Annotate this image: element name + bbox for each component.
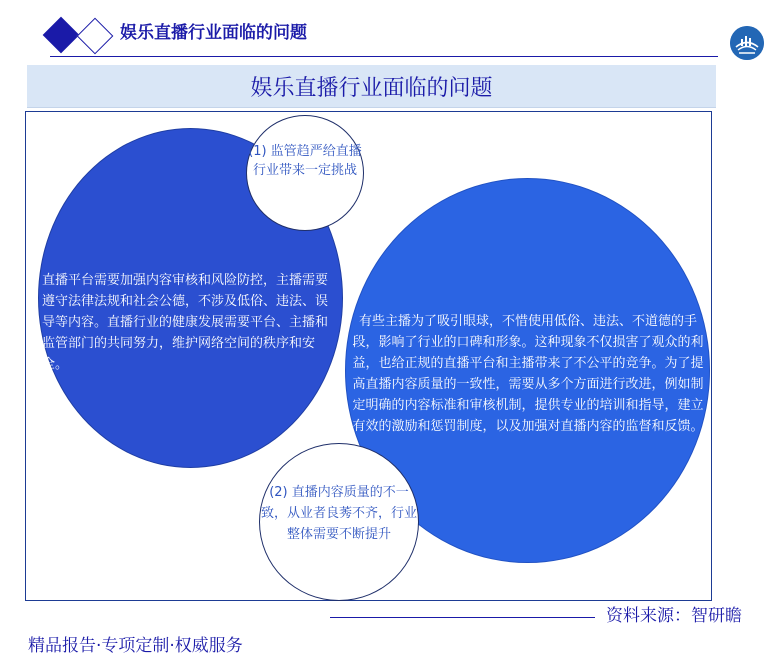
footer-tagline: 精品报告·专项定制·权威服务: [28, 636, 243, 656]
source-text: 资料来源：智研瞻: [606, 606, 742, 626]
header-divider: [50, 56, 718, 57]
top-label-text: (1) 监管趋严给直播行业带来一定挑战: [248, 144, 362, 178]
bottom-label-text: (2) 直播内容质量的不一致，从业者良莠不齐，行业整体需要不断提升: [260, 485, 417, 542]
source-divider: [330, 617, 595, 618]
right-circle-text: 有些主播为了吸引眼球，不惜使用低俗、违法、不道德的手段，影响了行业的口碑和形象。这种现象不仅损害了观众的利益，也给正规的直播平台和主播带来了不公平的竞争。为了提高直播内容质量的一致性，需要从多个方面进行改进，例如制定明确的内容标准和审核机制，提供专业的培训和指导，建立有效的激励和惩罚制度，以及加强对直播内容的监督和反馈。: [352, 314, 704, 434]
header-title: 娱乐直播行业面临的问题: [120, 23, 307, 43]
diamond-filled-icon: [43, 17, 80, 54]
logo-icon: [730, 26, 764, 60]
left-circle-text: 直播平台需要加强内容审核和风险防控，主播需要遵守法律法规和社会公德，不涉及低俗、违法、误导等内容。直播行业的健康发展需要平台、主播和监管部门的共同努力，维护网络空间的秩序和安全。: [42, 273, 329, 372]
banner-title: 娱乐直播行业面临的问题: [27, 65, 716, 108]
diamond-outline-icon: [77, 18, 114, 55]
